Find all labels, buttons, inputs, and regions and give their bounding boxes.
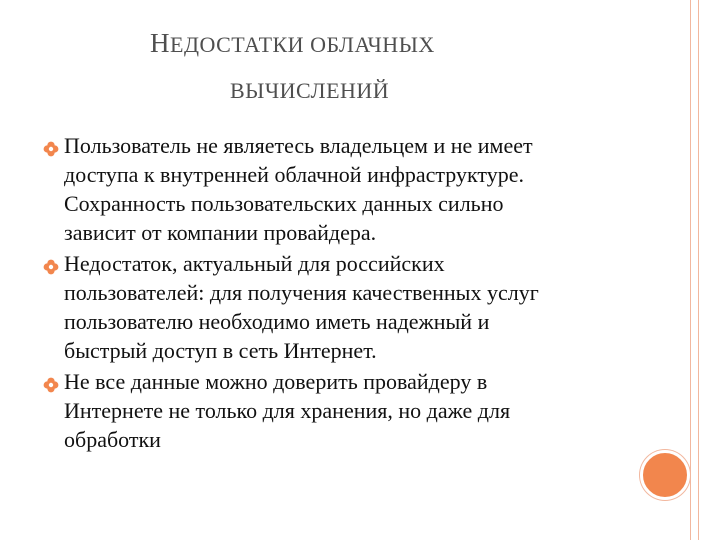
orange-circle-icon [640, 450, 690, 500]
title-line-1-text: ЕДОСТАТКИ ОБЛАЧНЫХ [170, 32, 435, 57]
bullet-item-3: Не все данные можно доверить провайдеру в Интернете не только для хранения, но даже для обработки [64, 369, 511, 452]
flower-bullet-icon [43, 259, 59, 275]
flower-bullet-icon [43, 377, 59, 393]
right-rule-line-inner [690, 0, 691, 540]
bullet-item-1: Пользователь не являетесь владельцем и не имеет доступа к внутренней облачной инфраструктуре. Сохранность пользовательских данных сильно зависит от компании провайдера. [64, 133, 533, 245]
title-initial-letter: Н [150, 28, 170, 58]
slide-title-line-2: ВЫЧИСЛЕНИЙ [230, 78, 390, 103]
slide-title-line-1 [150, 28, 530, 59]
flower-bullet-icon [43, 141, 59, 157]
bullet-item-2: Недостаток, актуальный для российских пользователей: для получения качественных услуг пользователю необходимо иметь надежный и быстрый доступ в сеть Интернет. [64, 251, 539, 363]
right-rule-line-outer [698, 0, 699, 540]
